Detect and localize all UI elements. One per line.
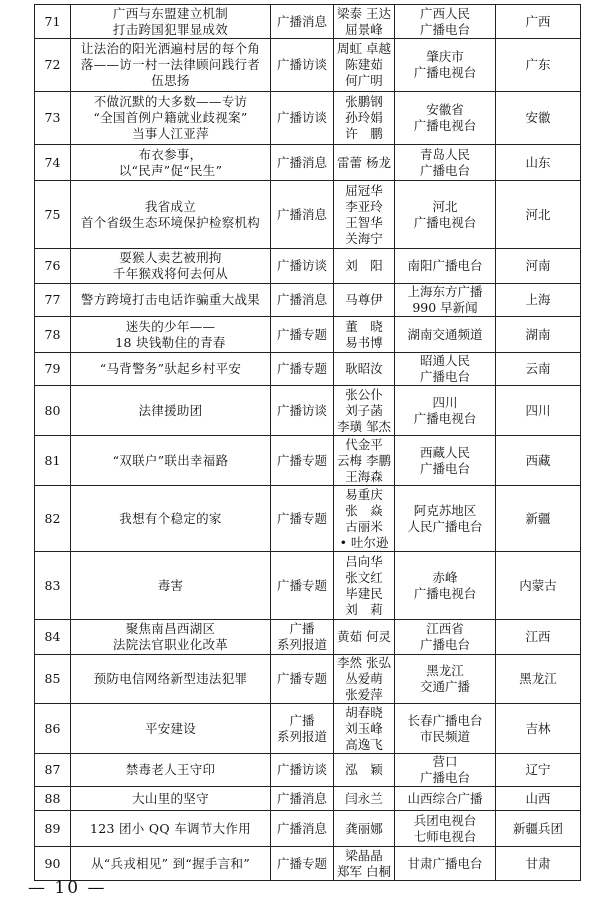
title-cell: 禁毒老人王守印 bbox=[71, 754, 271, 787]
authors-cell: 张鹏钢 孙玲娟 许 鹏 bbox=[334, 92, 395, 145]
table-row bbox=[35, 655, 581, 704]
title-cell: 广西与东盟建立机制 打击跨国犯罪显成效 bbox=[71, 5, 271, 39]
authors-cell: 闫永兰 bbox=[334, 787, 395, 811]
row-number-cell: 85 bbox=[35, 655, 71, 704]
table-row bbox=[35, 787, 581, 811]
type-cell: 广播消息 bbox=[271, 811, 334, 847]
type-cell: 广播专题 bbox=[271, 655, 334, 704]
region-cell: 湖南 bbox=[496, 317, 581, 353]
region-cell: 甘肃 bbox=[496, 847, 581, 881]
row-number-cell: 72 bbox=[35, 39, 71, 92]
authors-cell: 泓 颖 bbox=[334, 754, 395, 787]
type-cell: 广播访谈 bbox=[271, 39, 334, 92]
row-number-cell: 77 bbox=[35, 284, 71, 317]
authors-cell: 黄茹 何灵 bbox=[334, 620, 395, 655]
table-row bbox=[35, 486, 581, 552]
unit-cell: 肇庆市 广播电视台 bbox=[395, 39, 496, 92]
type-cell: 广播消息 bbox=[271, 181, 334, 249]
row-number-cell: 82 bbox=[35, 486, 71, 552]
table-row bbox=[35, 39, 581, 92]
region-cell: 上海 bbox=[496, 284, 581, 317]
unit-cell: 山西综合广播 bbox=[395, 787, 496, 811]
unit-cell: 广西人民 广播电台 bbox=[395, 5, 496, 39]
type-cell: 广播消息 bbox=[271, 5, 334, 39]
table-row bbox=[35, 353, 581, 386]
title-cell: 我省成立 首个省级生态环境保护检察机构 bbox=[71, 181, 271, 249]
authors-cell: 代金平 云梅 李鹏 王海森 bbox=[334, 436, 395, 486]
unit-cell: 江西省 广播电台 bbox=[395, 620, 496, 655]
row-number-cell: 84 bbox=[35, 620, 71, 655]
unit-cell: 阿克苏地区 人民广播电台 bbox=[395, 486, 496, 552]
authors-cell: 李然 张弘 丛爱萌 张爱萍 bbox=[334, 655, 395, 704]
title-cell: 大山里的坚守 bbox=[71, 787, 271, 811]
region-cell: 广东 bbox=[496, 39, 581, 92]
row-number-cell: 76 bbox=[35, 249, 71, 284]
authors-cell: 周虹 卓越 陈建茹 何广明 bbox=[334, 39, 395, 92]
title-cell: 迷失的少年—— 18 块钱勒住的青春 bbox=[71, 317, 271, 353]
title-cell: 毒害 bbox=[71, 552, 271, 620]
table-row bbox=[35, 754, 581, 787]
row-number-cell: 80 bbox=[35, 386, 71, 436]
region-cell: 辽宁 bbox=[496, 754, 581, 787]
authors-cell: 雷蕾 杨龙 bbox=[334, 145, 395, 181]
region-cell: 西藏 bbox=[496, 436, 581, 486]
table-row bbox=[35, 552, 581, 620]
authors-cell: 屈冠华 李亚玲 王智华 关海宁 bbox=[334, 181, 395, 249]
authors-cell: 耿昭汝 bbox=[334, 353, 395, 386]
type-cell: 广播访谈 bbox=[271, 754, 334, 787]
title-cell: 预防电信网络新型违法犯罪 bbox=[71, 655, 271, 704]
unit-cell: 长春广播电台 市民频道 bbox=[395, 704, 496, 754]
authors-cell: 易重庆 张 焱 古丽米 • 吐尔逊 bbox=[334, 486, 395, 552]
table-row bbox=[35, 92, 581, 145]
type-cell: 广播消息 bbox=[271, 284, 334, 317]
table-row bbox=[35, 436, 581, 486]
title-cell: 法律援助团 bbox=[71, 386, 271, 436]
authors-cell: 董 晓 易书博 bbox=[334, 317, 395, 353]
authors-cell: 梁泰 王达 屈景峰 bbox=[334, 5, 395, 39]
authors-cell: 胡春晓 刘玉峰 高逸飞 bbox=[334, 704, 395, 754]
table-row bbox=[35, 5, 581, 39]
title-cell: 我想有个稳定的家 bbox=[71, 486, 271, 552]
unit-cell: 营口 广播电台 bbox=[395, 754, 496, 787]
region-cell: 四川 bbox=[496, 386, 581, 436]
title-cell: 平安建设 bbox=[71, 704, 271, 754]
unit-cell: 上海东方广播 990 早新闻 bbox=[395, 284, 496, 317]
type-cell: 广播 系列报道 bbox=[271, 704, 334, 754]
authors-cell: 马尊伊 bbox=[334, 284, 395, 317]
title-cell: 从“兵戎相见” 到“握手言和” bbox=[71, 847, 271, 881]
unit-cell: 河北 广播电视台 bbox=[395, 181, 496, 249]
type-cell: 广播访谈 bbox=[271, 92, 334, 145]
table-row bbox=[35, 620, 581, 655]
title-cell: 聚焦南昌西湖区 法院法官职业化改革 bbox=[71, 620, 271, 655]
type-cell: 广播专题 bbox=[271, 847, 334, 881]
region-cell: 江西 bbox=[496, 620, 581, 655]
title-cell: 布衣参事， 以“民声”促“民生” bbox=[71, 145, 271, 181]
type-cell: 广播专题 bbox=[271, 552, 334, 620]
awards-table-body bbox=[35, 5, 581, 881]
authors-cell: 张公仆 刘子菡 李璜 邹杰 bbox=[334, 386, 395, 436]
type-cell: 广播专题 bbox=[271, 317, 334, 353]
region-cell: 新疆兵团 bbox=[496, 811, 581, 847]
row-number-cell: 87 bbox=[35, 754, 71, 787]
row-number-cell: 81 bbox=[35, 436, 71, 486]
region-cell: 新疆 bbox=[496, 486, 581, 552]
row-number-cell: 79 bbox=[35, 353, 71, 386]
table-row bbox=[35, 249, 581, 284]
unit-cell: 西藏人民 广播电台 bbox=[395, 436, 496, 486]
table-row bbox=[35, 284, 581, 317]
row-number-cell: 88 bbox=[35, 787, 71, 811]
title-cell: “马背警务”驮起乡村平安 bbox=[71, 353, 271, 386]
title-cell: “双联户”联出幸福路 bbox=[71, 436, 271, 486]
region-cell: 黑龙江 bbox=[496, 655, 581, 704]
type-cell: 广播访谈 bbox=[271, 249, 334, 284]
region-cell: 河北 bbox=[496, 181, 581, 249]
page-number: — 10 — bbox=[28, 878, 107, 898]
unit-cell: 四川 广播电视台 bbox=[395, 386, 496, 436]
type-cell: 广播访谈 bbox=[271, 386, 334, 436]
title-cell: 123 团小 QQ 车调节大作用 bbox=[71, 811, 271, 847]
unit-cell: 湖南交通频道 bbox=[395, 317, 496, 353]
unit-cell: 安徽省 广播电视台 bbox=[395, 92, 496, 145]
unit-cell: 赤峰 广播电视台 bbox=[395, 552, 496, 620]
row-number-cell: 75 bbox=[35, 181, 71, 249]
row-number-cell: 73 bbox=[35, 92, 71, 145]
type-cell: 广播专题 bbox=[271, 353, 334, 386]
type-cell: 广播消息 bbox=[271, 787, 334, 811]
region-cell: 广西 bbox=[496, 5, 581, 39]
type-cell: 广播 系列报道 bbox=[271, 620, 334, 655]
title-cell: 警方跨境打击电话诈骗重大战果 bbox=[71, 284, 271, 317]
authors-cell: 刘 阳 bbox=[334, 249, 395, 284]
title-cell: 不做沉默的大多数——专访 “全国首例户籍就业歧视案” 当事人江亚萍 bbox=[71, 92, 271, 145]
region-cell: 云南 bbox=[496, 353, 581, 386]
row-number-cell: 83 bbox=[35, 552, 71, 620]
unit-cell: 黑龙江 交通广播 bbox=[395, 655, 496, 704]
unit-cell: 南阳广播电台 bbox=[395, 249, 496, 284]
type-cell: 广播专题 bbox=[271, 486, 334, 552]
unit-cell: 青岛人民 广播电台 bbox=[395, 145, 496, 181]
region-cell: 内蒙古 bbox=[496, 552, 581, 620]
row-number-cell: 74 bbox=[35, 145, 71, 181]
table-row bbox=[35, 704, 581, 754]
type-cell: 广播消息 bbox=[271, 145, 334, 181]
row-number-cell: 89 bbox=[35, 811, 71, 847]
authors-cell: 吕向华 张文红 毕建民 刘 莉 bbox=[334, 552, 395, 620]
region-cell: 吉林 bbox=[496, 704, 581, 754]
unit-cell: 昭通人民 广播电台 bbox=[395, 353, 496, 386]
region-cell: 河南 bbox=[496, 249, 581, 284]
row-number-cell: 71 bbox=[35, 5, 71, 39]
unit-cell: 兵团电视台 七师电视台 bbox=[395, 811, 496, 847]
title-cell: 让法治的阳光洒遍村居的每个角 落——访一村一法律顾问践行者 伍思扬 bbox=[71, 39, 271, 92]
authors-cell: 梁晶晶 郑军 白桐 bbox=[334, 847, 395, 881]
region-cell: 安徽 bbox=[496, 92, 581, 145]
awards-table bbox=[34, 4, 581, 881]
table-row bbox=[35, 847, 581, 881]
table-row bbox=[35, 386, 581, 436]
region-cell: 山西 bbox=[496, 787, 581, 811]
row-number-cell: 86 bbox=[35, 704, 71, 754]
table-row bbox=[35, 145, 581, 181]
type-cell: 广播专题 bbox=[271, 436, 334, 486]
unit-cell: 甘肃广播电台 bbox=[395, 847, 496, 881]
table-row bbox=[35, 317, 581, 353]
table-row bbox=[35, 181, 581, 249]
authors-cell: 龚丽娜 bbox=[334, 811, 395, 847]
table-row bbox=[35, 811, 581, 847]
row-number-cell: 90 bbox=[35, 847, 71, 881]
title-cell: 耍猴人卖艺被刑拘 千年猴戏将何去何从 bbox=[71, 249, 271, 284]
region-cell: 山东 bbox=[496, 145, 581, 181]
row-number-cell: 78 bbox=[35, 317, 71, 353]
